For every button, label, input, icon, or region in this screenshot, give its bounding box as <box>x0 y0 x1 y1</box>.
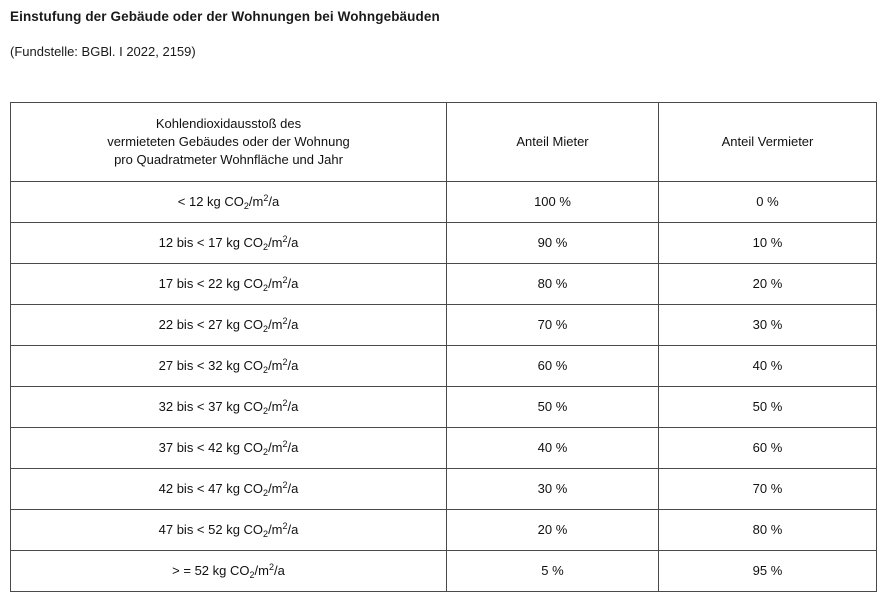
column-header-emissions <box>11 103 447 182</box>
emission-range-value: < 12 kg <box>177 193 225 209</box>
cell-emission-range <box>11 551 447 592</box>
cell-tenant-share: 90 % <box>447 223 659 264</box>
emission-unit: $CO_2/m^2/a$ <box>243 274 299 293</box>
table-row <box>11 387 877 428</box>
table-header <box>11 103 877 182</box>
column-header-emissions-line3: pro Quadratmeter Wohnfläche und Jahr <box>114 152 343 167</box>
cell-emission-range <box>11 469 447 510</box>
emission-unit: $CO_2/m^2/a$ <box>243 520 299 539</box>
emission-unit: $CO_2/m^2/a$ <box>243 479 299 498</box>
table-row <box>11 264 877 305</box>
column-header-emissions-line1: Kohlendioxidausstoß des <box>155 116 302 131</box>
cell-emission-range <box>11 387 447 428</box>
emission-unit: $CO_2/m^2/a$ <box>224 192 280 211</box>
emission-unit: $CO_2/m^2/a$ <box>243 315 299 334</box>
cell-tenant-share: 100 % <box>447 182 659 223</box>
emission-range-value: 22 bis < 27 kg <box>158 316 244 332</box>
cell-emission-range <box>11 182 447 223</box>
cell-landlord-share: 20 % <box>659 264 877 305</box>
column-header-landlord-share: Anteil Vermieter <box>659 103 877 182</box>
emission-range-value: 27 bis < 32 kg <box>158 357 244 373</box>
emission-range-value: 47 bis < 52 kg <box>158 521 244 537</box>
cell-tenant-share: 70 % <box>447 305 659 346</box>
cell-tenant-share: 60 % <box>447 346 659 387</box>
table-row <box>11 428 877 469</box>
emission-unit: $CO_2/m^2/a$ <box>243 438 299 457</box>
cell-landlord-share: 40 % <box>659 346 877 387</box>
cell-landlord-share: 70 % <box>659 469 877 510</box>
table-header-row <box>11 103 877 182</box>
table-row <box>11 346 877 387</box>
table-row <box>11 510 877 551</box>
cell-tenant-share: 50 % <box>447 387 659 428</box>
source-reference: (Fundstelle: BGBl. I 2022, 2159) <box>10 44 196 59</box>
emission-range-value: 37 bis < 42 kg <box>158 439 244 455</box>
cell-tenant-share: 5 % <box>447 551 659 592</box>
table-row <box>11 551 877 592</box>
cell-tenant-share: 40 % <box>447 428 659 469</box>
cell-tenant-share: 30 % <box>447 469 659 510</box>
cell-landlord-share: 10 % <box>659 223 877 264</box>
emission-unit: $CO_2/m^2/a$ <box>243 356 299 375</box>
document-page <box>0 9 885 597</box>
emission-range-value: 17 bis < 22 kg <box>158 275 244 291</box>
cell-emission-range <box>11 264 447 305</box>
cell-emission-range <box>11 510 447 551</box>
cell-landlord-share: 95 % <box>659 551 877 592</box>
cell-landlord-share: 50 % <box>659 387 877 428</box>
co2-cost-allocation-table <box>10 102 877 592</box>
emission-unit: $CO_2/m^2/a$ <box>243 233 299 252</box>
emission-range-value: 32 bis < 37 kg <box>158 398 244 414</box>
page-title: Einstufung der Gebäude oder der Wohnungen bei Wohngebäuden <box>10 9 440 24</box>
cell-landlord-share: 30 % <box>659 305 877 346</box>
column-header-tenant-share: Anteil Mieter <box>447 103 659 182</box>
table-row <box>11 305 877 346</box>
cell-landlord-share: 80 % <box>659 510 877 551</box>
cell-tenant-share: 80 % <box>447 264 659 305</box>
cell-emission-range <box>11 223 447 264</box>
emission-range-value: > = 52 kg <box>172 562 230 578</box>
cell-emission-range <box>11 428 447 469</box>
cell-tenant-share: 20 % <box>447 510 659 551</box>
table-row <box>11 182 877 223</box>
cell-landlord-share: 60 % <box>659 428 877 469</box>
emission-unit: $CO_2/m^2/a$ <box>243 397 299 416</box>
cell-emission-range <box>11 346 447 387</box>
emission-range-value: 12 bis < 17 kg <box>158 234 244 250</box>
table-body <box>11 182 877 592</box>
emission-range-value: 42 bis < 47 kg <box>158 480 244 496</box>
table-row <box>11 223 877 264</box>
cell-landlord-share: 0 % <box>659 182 877 223</box>
cell-emission-range <box>11 305 447 346</box>
emission-unit: $CO_2/m^2/a$ <box>230 561 285 580</box>
table-row <box>11 469 877 510</box>
column-header-emissions-line2: vermieteten Gebäudes oder der Wohnung <box>107 134 350 149</box>
